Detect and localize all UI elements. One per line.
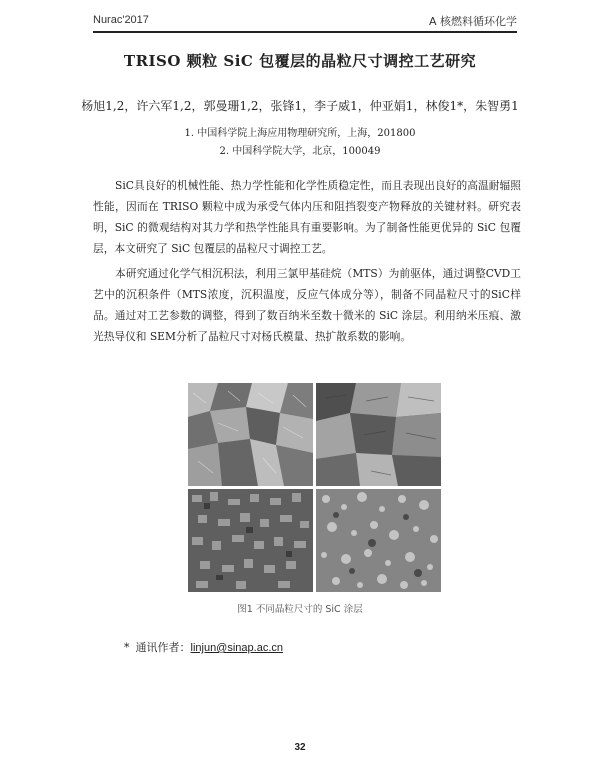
affiliation-1: 1. 中国科学院上海应用物理研究所，上海，201800 xyxy=(184,128,416,139)
sem-image-b xyxy=(316,383,441,486)
corresponding-author-note xyxy=(124,639,283,655)
sem-image-c xyxy=(188,489,313,592)
page-number: 32 xyxy=(294,742,306,753)
abstract-paragraph-2: 本研究通过化学气相沉积法，利用三氯甲基硅烷（MTS）为前驱体，通过调整CVD工艺中的沉积条件（MTS浓度，沉积温度，反应气体成分等），制备不同晶粒尺寸的SiC样品。通过对工艺参数的调整，得到了数百纳米至数十微米的 SiC 涂层。利用纳米压痕、激光热导仪和 SEM分析了晶粒尺寸对杨氏模量、热扩散系数的影响。 xyxy=(93,267,521,343)
section-header: A 核燃料循环化学 xyxy=(428,15,517,28)
figure-caption: 图1 不同晶粒尺寸的 SiC 涂层 xyxy=(237,604,363,615)
header-rule xyxy=(93,31,517,33)
sem-image-d xyxy=(316,489,441,592)
sem-image-a xyxy=(188,383,313,486)
abstract-paragraph-1: SiC具良好的机械性能、热力学性能和化学性质稳定性，而且表现出良好的高温耐辐照性能，因而在 TRISO 颗粒中成为承受气体内压和阻挡裂变产物释放的关键材料。研究表明，SiC 的微观结构对其力学和热学性能具有重要影响。为了制备性能更优异的 SiC 包覆层，本文研究了 SiC 包覆层的晶粒尺寸调控工艺。 xyxy=(93,179,521,255)
author-list: 杨旭1,2，许六军1,2，郭曼珊1,2，张锋1，李子威1，仲亚娟1，林俊1*，朱智勇1 xyxy=(81,99,519,113)
correspondence-label: 通讯作者： xyxy=(135,641,191,654)
affiliation-2: 2. 中国科学院大学，北京，100049 xyxy=(219,146,381,157)
email-link[interactable]: linjun@sinap.ac.cn xyxy=(190,642,283,654)
sem-figure xyxy=(188,383,441,592)
paper-title: TRISO 颗粒 SiC 包覆层的晶粒尺寸调控工艺研究 xyxy=(123,52,477,70)
conference-header: Nurac'2017 xyxy=(93,14,149,26)
asterisk-marker: * xyxy=(124,641,130,654)
